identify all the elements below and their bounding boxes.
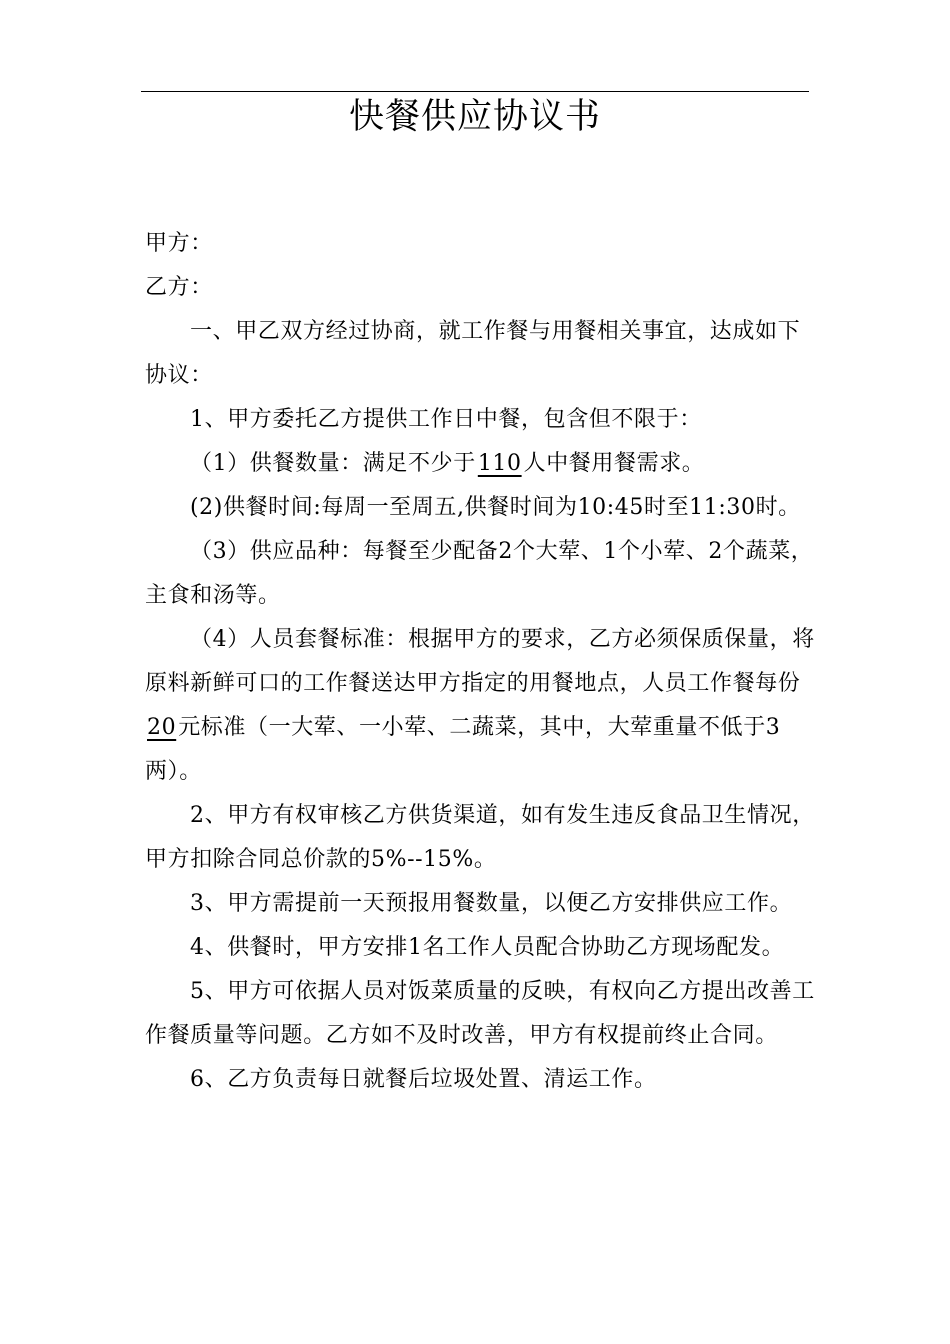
- clause-6: 6、乙方负责每日就餐后垃圾处置、清运工作。: [190, 1067, 657, 1092]
- intro-paragraph: 一、甲乙双方经过协商，就工作餐与用餐相关事宜，达成如下协议：: [145, 319, 801, 388]
- clause-1-sub-2: (2)供餐时间:每周一至周五,供餐时间为10:45时至11:30时。: [190, 495, 801, 520]
- document-body: [145, 222, 817, 1102]
- sub-1-text-before: （1）供餐数量：满足不少于: [190, 451, 476, 476]
- meal-quantity-value: 110: [477, 451, 522, 476]
- clause-3: 3、甲方需提前一天预报用餐数量，以便乙方安排供应工作。: [190, 891, 793, 916]
- clause-2: 2、甲方有权审核乙方供货渠道，如有发生违反食品卫生情况，甲方扣除合同总价款的5%--15%。: [145, 803, 815, 872]
- meal-price-value: 20: [147, 715, 177, 740]
- clause-1-sub-1: [145, 442, 817, 486]
- header-rule: [141, 91, 809, 92]
- clause-5: 5、甲方可依据人员对饭菜质量的反映，有权向乙方提出改善工作餐质量等问题。乙方如不及时改善，甲方有权提前终止合同。: [145, 979, 815, 1048]
- sub-1-text-after: 人中餐用餐需求。: [523, 451, 705, 476]
- clause-1: 1、甲方委托乙方提供工作日中餐，包含但不限于：: [190, 407, 702, 432]
- clause-1-sub-4: [145, 618, 817, 794]
- sub-4-text-before: （4）人员套餐标准：根据甲方的要求，乙方必须保质保量，将原料新鲜可口的工作餐送达甲方指定的用餐地点，人员工作餐每份: [145, 627, 815, 696]
- party-b-line: 乙方：: [145, 275, 213, 300]
- clause-1-sub-3: （3）供应品种：每餐至少配备2个大荤、1个小荤、2个蔬菜，主食和汤等。: [145, 539, 814, 608]
- sub-4-text-after: 元标准（一大荤、一小荤、二蔬菜，其中，大荤重量不低于3两）。: [145, 715, 781, 784]
- clause-4: 4、供餐时，甲方安排1名工作人员配合协助乙方现场配发。: [190, 935, 785, 960]
- document-title: 快餐供应协议书: [348, 97, 601, 137]
- party-a-line: 甲方：: [145, 231, 213, 256]
